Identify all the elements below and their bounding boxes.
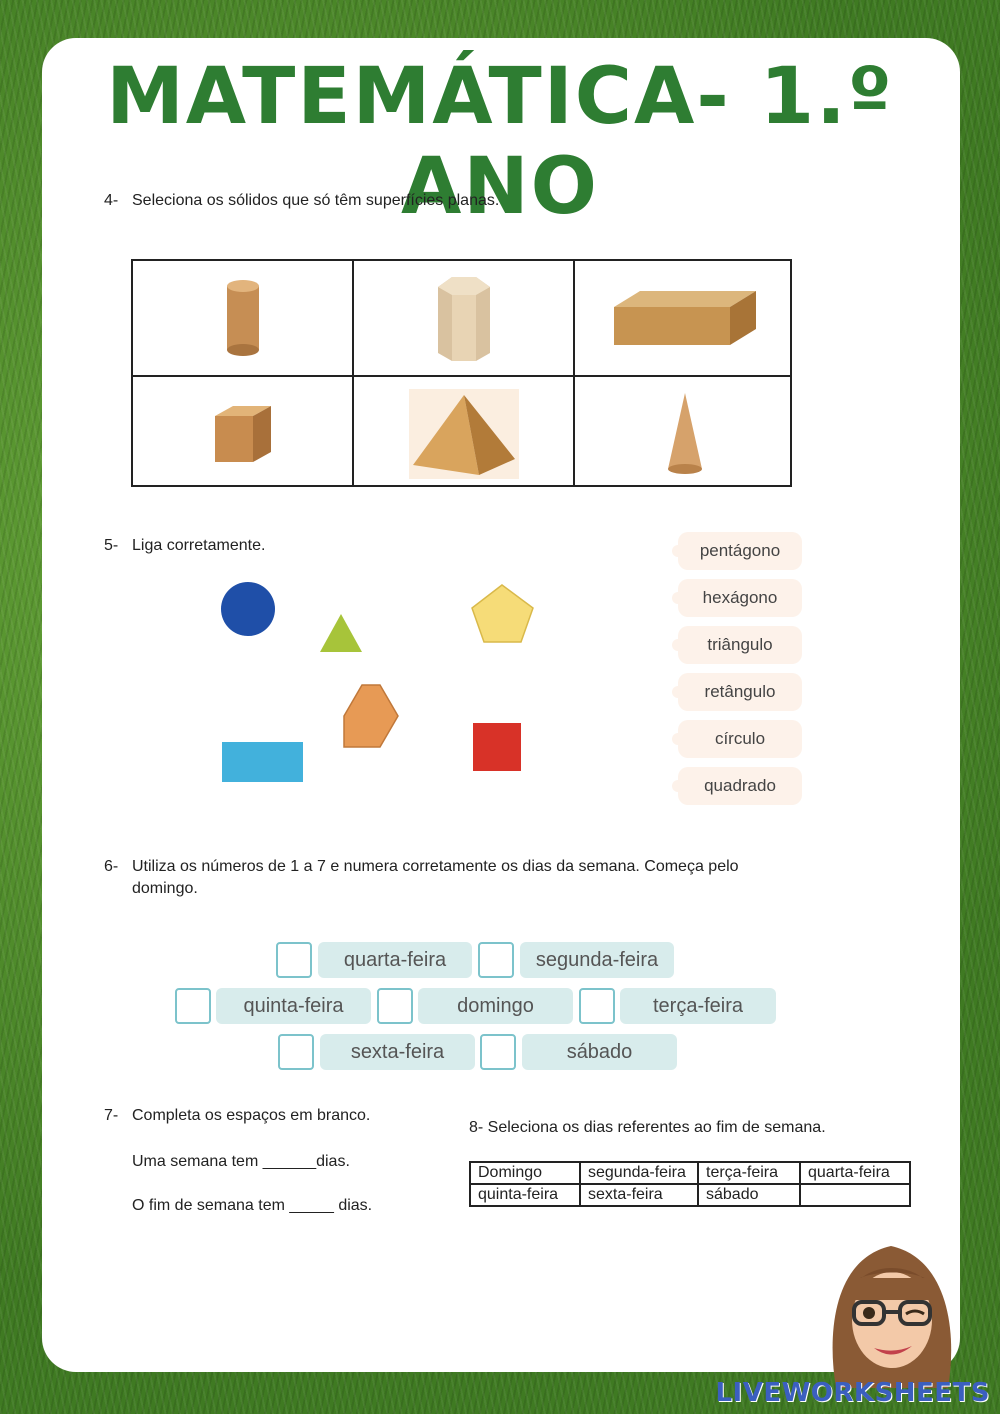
- shapes-area: [200, 570, 560, 810]
- question-6-text: Utiliza os números de 1 a 7 e numera corretamente os dias da semana. Começa pelo: [132, 858, 739, 875]
- question-5-text: Liga corretamente.: [132, 537, 266, 554]
- label-pentagono[interactable]: pentágono: [678, 532, 802, 570]
- day-label: quarta-feira: [318, 942, 472, 978]
- day-number-box[interactable]: [276, 942, 312, 978]
- day-number-box[interactable]: [579, 988, 615, 1024]
- solids-grid: [131, 259, 792, 487]
- day-label: terça-feira: [620, 988, 776, 1024]
- day-cell[interactable]: quarta-feira: [800, 1162, 910, 1184]
- day-cell[interactable]: terça-feira: [698, 1162, 800, 1184]
- question-6: 6- Utiliza os números de 1 a 7 e numera corretamente os dias da semana. Começa pelo domingo.: [104, 858, 739, 897]
- circle-shape[interactable]: [221, 582, 275, 636]
- square-shape[interactable]: [473, 723, 521, 771]
- solid-cone[interactable]: [575, 377, 795, 490]
- day-cell[interactable]: sábado: [698, 1184, 800, 1206]
- liveworksheets-watermark: LIVEWORKSHEETS: [715, 1378, 990, 1408]
- fill-in-line-1[interactable]: Uma semana tem ______dias.: [132, 1153, 350, 1170]
- day-cell[interactable]: segunda-feira: [580, 1162, 698, 1184]
- question-6-text-2: domingo.: [132, 880, 198, 897]
- fill-in-line-2[interactable]: O fim de semana tem _____ dias.: [132, 1197, 373, 1214]
- day-cell[interactable]: [800, 1184, 910, 1206]
- question-7-text: Completa os espaços em branco.: [132, 1107, 371, 1124]
- solid-rectangular-prism[interactable]: [575, 261, 795, 374]
- pentagon-shape[interactable]: [472, 585, 533, 642]
- day-label: segunda-feira: [520, 942, 674, 978]
- question-5: 5- Liga corretamente.: [104, 537, 266, 554]
- day-cell[interactable]: sexta-feira: [580, 1184, 698, 1206]
- day-label: quinta-feira: [216, 988, 371, 1024]
- day-number-box[interactable]: [480, 1034, 516, 1070]
- teacher-avatar: [816, 1238, 966, 1388]
- page-title: MATEMÁTICA- 1.º ANO: [106, 52, 894, 232]
- solid-hexagonal-prism[interactable]: [354, 261, 574, 374]
- triangle-shape[interactable]: [320, 614, 362, 652]
- solid-cylinder[interactable]: [133, 261, 353, 374]
- question-8-text: 8- Seleciona os dias referentes ao fim de semana.: [469, 1119, 826, 1136]
- day-cell[interactable]: Domingo: [470, 1162, 580, 1184]
- day-label: sexta-feira: [320, 1034, 475, 1070]
- label-retangulo[interactable]: retângulo: [678, 673, 802, 711]
- day-cell[interactable]: quinta-feira: [470, 1184, 580, 1206]
- day-label: domingo: [418, 988, 573, 1024]
- question-7: 7- Completa os espaços em branco.: [104, 1107, 371, 1124]
- day-number-box[interactable]: [377, 988, 413, 1024]
- weekend-table: [469, 1161, 911, 1207]
- question-4: 4- Seleciona os sólidos que só têm superfícies planas.: [104, 192, 500, 209]
- label-circulo[interactable]: círculo: [678, 720, 802, 758]
- day-number-box[interactable]: [175, 988, 211, 1024]
- question-4-text: Seleciona os sólidos que só têm superfícies planas.: [132, 192, 500, 209]
- solid-cube[interactable]: [133, 377, 353, 490]
- hexagon-shape[interactable]: [344, 685, 398, 747]
- rectangle-shape[interactable]: [222, 742, 303, 782]
- label-triangulo[interactable]: triângulo: [678, 626, 802, 664]
- day-number-box[interactable]: [278, 1034, 314, 1070]
- day-number-box[interactable]: [478, 942, 514, 978]
- label-hexagono[interactable]: hexágono: [678, 579, 802, 617]
- label-quadrado[interactable]: quadrado: [678, 767, 802, 805]
- solid-pyramid[interactable]: [354, 377, 574, 490]
- day-label: sábado: [522, 1034, 677, 1070]
